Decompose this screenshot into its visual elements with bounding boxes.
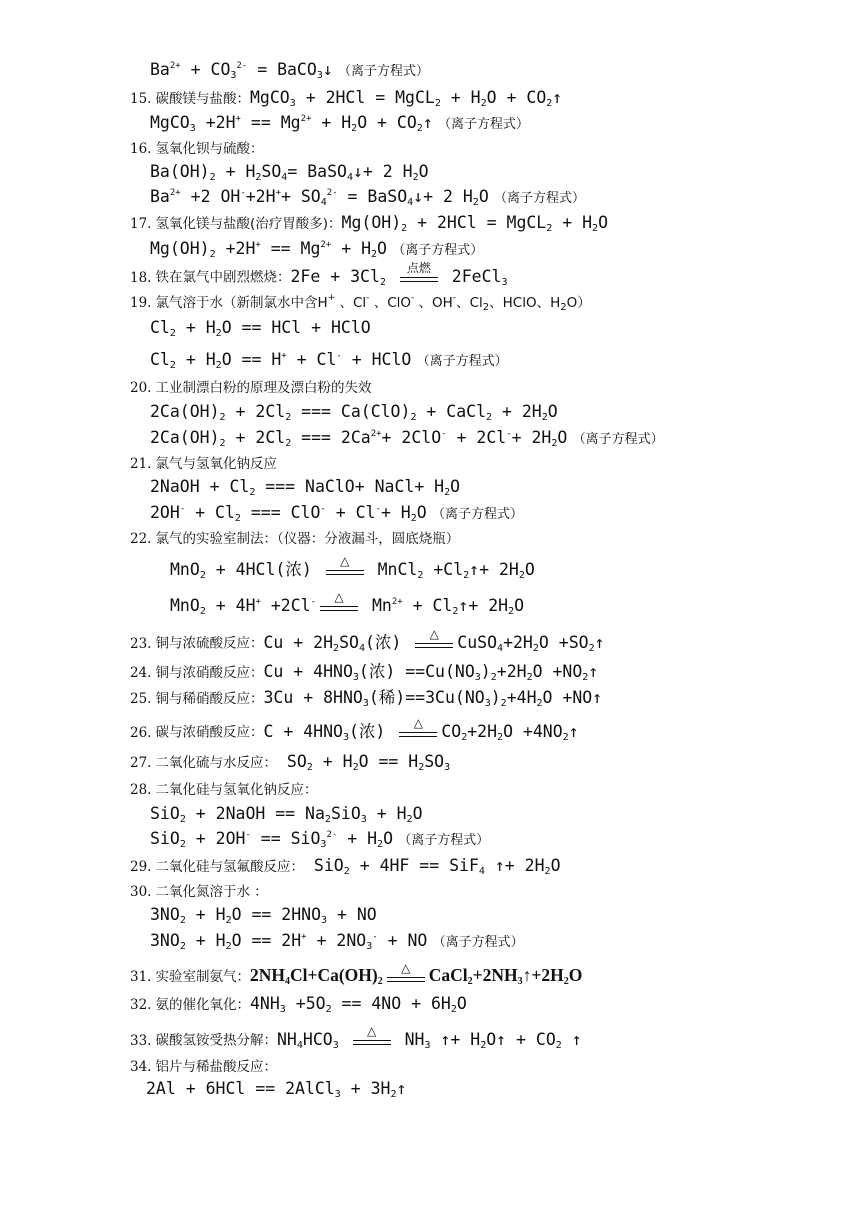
- equation-line: [130, 88, 562, 109]
- reaction-label: 氯气溶于水（新制氯水中含H+ 、Cl- 、ClO- 、OH-、$Cl_2$、HClO、$H_2O$）: [155, 293, 591, 313]
- chemical-equation: 2Al + 6HCl == 2AlCl$_3$ + $3H_2↑$: [146, 1079, 407, 1100]
- equation-line: [146, 1079, 406, 1099]
- equation-line: [150, 113, 529, 135]
- equation-line: [130, 292, 591, 313]
- equation-line: [150, 350, 508, 372]
- item-number: 22.: [130, 531, 152, 547]
- ionic-equation-note: （离子方程式）: [392, 243, 484, 258]
- chemical-equation: $Cl_2 + H_2O == H^+ + Cl^-$ + HClO: [150, 350, 412, 371]
- equation-line: [150, 931, 524, 953]
- ionic-equation-note: （离子方程式）: [432, 935, 524, 950]
- chemical-equation: 2NaOH + $Cl_2$ === NaClO+ NaCl+ $H_2O$: [150, 477, 461, 498]
- item-number: 34.: [130, 1059, 152, 1075]
- item-number: 31.: [130, 969, 152, 985]
- equation-line: [150, 239, 483, 261]
- reaction-label: 碳与浓硝酸反应：: [155, 724, 264, 741]
- chemical-equation: $3NO_2 + H_2O == 2HNO_3$ + NO: [150, 905, 377, 926]
- reaction-label: 二氧化氮溶于水 ：: [155, 884, 268, 900]
- chemical-equation: $2NH_4Cl+Ca(OH)_2$ △ $CaCl_2+2NH_3↑+2H_2O$: [249, 960, 583, 987]
- item-number: 21.: [130, 456, 152, 472]
- item-number: 18.: [130, 269, 152, 286]
- chemical-equation: $Cu + 2H_2SO_4$(浓) △ $CuSO_4+2H_2O$ $+SO_2↑$: [263, 627, 605, 654]
- chemical-equation: SiO$_2$ + 4HF == SiF$_4$ ↑+ $2H_2O$: [303, 856, 561, 877]
- item-number: 29.: [130, 859, 152, 875]
- equation-line: [130, 662, 598, 683]
- condition-arrow: △: [353, 1029, 391, 1051]
- equation-line: [130, 528, 459, 549]
- reaction-label: 氢氧化钡与硫酸：: [155, 141, 264, 157]
- item-number: 15.: [130, 91, 152, 107]
- equation-line: [130, 1056, 277, 1077]
- equation-line: [130, 752, 450, 773]
- item-number: 23.: [130, 635, 152, 652]
- chemical-equation: $Mg(OH)_2 +2H^+ == Mg^{2+} + H_2O$: [150, 239, 387, 260]
- reaction-label: 氯气的实验室制法：（仪器：分液漏斗，圆底烧瓶）: [155, 531, 460, 547]
- ionic-equation-note: （离子方程式）: [431, 507, 523, 522]
- condition-arrow: △: [326, 559, 364, 581]
- equation-line: [130, 1024, 582, 1051]
- equation-line: [130, 627, 605, 654]
- condition-arrow: △: [320, 595, 358, 617]
- equation-line: [170, 554, 535, 581]
- equation-line: [130, 716, 579, 743]
- reaction-label: 铜与稀硝酸反应：: [155, 691, 264, 707]
- chemical-equation: $SiO_2 + 2OH^- == SiO_3^{2-} + H_2O$: [150, 829, 394, 850]
- reaction-label: 工业制漂白粉的原理及漂白粉的失效: [155, 380, 372, 396]
- reaction-label: 实验室制氨气：: [155, 969, 250, 985]
- condition-arrow: △: [387, 966, 425, 988]
- item-number: 19.: [130, 295, 152, 311]
- item-number: 17.: [130, 216, 152, 232]
- reaction-label: 铜与浓硝酸反应：: [155, 665, 264, 681]
- ionic-equation-note: （离子方程式）: [494, 191, 586, 206]
- equation-line: [150, 162, 429, 182]
- chemical-equation: SiO$_2$ + 2NaOH == $Na_2SiO_3 + H_2O$: [150, 804, 423, 825]
- reaction-label: 铜与浓硫酸反应：: [155, 635, 264, 652]
- equation-line: [150, 477, 460, 497]
- equation-line: [150, 905, 377, 925]
- chemical-equation: $Cl_2 + H_2O$ == HCl + HClO: [150, 318, 371, 339]
- equation-line: [130, 688, 602, 709]
- equation-line: [130, 960, 583, 988]
- chemical-equation: $2Ca(OH)_2 + 2Cl_2$ === $2Ca^{2+}+ 2ClO^- + 2Cl^-+ 2H_2O$: [150, 428, 568, 449]
- reaction-label: 氯气与氢氧化钠反应: [155, 456, 277, 472]
- reaction-label: 二氧化硅与氢氧化钠反应：: [155, 782, 318, 798]
- item-number: 32.: [130, 997, 152, 1013]
- equation-line: [130, 453, 277, 474]
- ionic-equation-note: （离子方程式）: [416, 354, 508, 369]
- condition-arrow: △: [399, 721, 437, 743]
- chemical-equation: $Mg(OH)_2 + 2HCl$ = MgCL$_2$ + $H_2O$: [341, 213, 608, 234]
- chemical-equation: MgCO$_3$ $+2H^+ == Mg^{2+} + H_2O$ + $CO_2↑$: [150, 113, 433, 134]
- equation-line: [130, 213, 608, 234]
- chemical-equation: $Ba(OH)_2 + H_2SO_4=$ BaSO$_4$↓+ 2 $H_2O$: [150, 162, 429, 183]
- condition-arrow: △: [415, 632, 453, 654]
- reaction-label: 碳酸氢铵受热分解：: [155, 1032, 277, 1049]
- item-number: 27.: [130, 755, 152, 771]
- item-number: 24.: [130, 665, 152, 681]
- chemical-equation: $Ba^{2+} + CO_3^{2-}$ = BaCO$_3$↓: [150, 60, 333, 81]
- condition-arrow: 点燃: [400, 266, 438, 288]
- item-number: 33.: [130, 1032, 152, 1049]
- equation-line: [130, 881, 268, 902]
- chemical-equation: $SO_2 + H_2O == H_2SO_3$: [276, 752, 451, 773]
- item-number: 26.: [130, 724, 152, 741]
- reaction-label: 铁在氯气中剧烈燃烧：: [155, 269, 291, 286]
- equation-line: [150, 503, 523, 525]
- chemical-equation: $2Fe + 3Cl_2$ 点燃 2FeCl$_3$: [290, 261, 508, 288]
- equation-line: [130, 856, 561, 877]
- chemical-equation: MnO$_2$ + 4HCl(浓) △ MnCl$_2$ $+Cl_2↑+ 2H_2O$: [170, 554, 535, 581]
- chemical-equation: $C + 4HNO_3$(浓) △ $CO_2+2H_2O$ $+4NO_2↑$: [263, 716, 579, 743]
- ionic-equation-note: （离子方程式）: [338, 64, 430, 79]
- item-number: 30.: [130, 884, 152, 900]
- equation-line: [130, 377, 371, 398]
- reaction-label: 二氧化硫与水反应：: [155, 755, 277, 771]
- chemical-equation: $4NH_3 +5O_2 == 4NO + 6H_2O$: [249, 994, 467, 1015]
- equation-line: [130, 994, 467, 1015]
- reaction-label: 氨的催化氧化：: [155, 997, 250, 1013]
- chemical-equation: MgCO$_3$ + 2HCl = MgCL$_2$ + $H_2O$ + $CO_2↑$: [249, 88, 563, 109]
- chemical-equation: $Cu + 4HNO_3$(浓) $==Cu(NO_3)_2+2H_2O$ $+NO_2↑$: [263, 662, 599, 683]
- equation-line: [150, 428, 664, 450]
- equation-line: [150, 804, 423, 824]
- equation-line: [150, 318, 371, 338]
- chemical-equation: MnO$_2$ + 4H+ +2Cl- △ $Mn^{2+}$ + $Cl_2↑+ 2H_2O$: [170, 590, 525, 617]
- reaction-label: 铝片与稀盐酸反应：: [155, 1059, 277, 1075]
- reaction-label: 二氧化硅与氢氟酸反应：: [155, 859, 304, 875]
- equation-line: [150, 402, 558, 422]
- chemical-equation: $3Cu + 8HNO_3$(稀)$==3Cu(NO_3)_2+4H_2O$ +NO↑: [263, 688, 603, 709]
- equation-line: [150, 60, 429, 82]
- item-number: 20.: [130, 380, 152, 396]
- chemical-equation: $3NO_2 + H_2O == 2H^+ + 2NO_3^-$ + NO: [150, 931, 428, 952]
- item-number: 25.: [130, 691, 152, 707]
- reaction-label: 碳酸镁与盐酸：: [155, 91, 250, 107]
- chemical-equation: $NH_4HCO_3$ △ $NH_3$ ↑+ $H_2O↑ + CO_2$ ↑: [276, 1024, 582, 1051]
- equation-line: [150, 187, 585, 209]
- ionic-equation-note: （离子方程式）: [572, 432, 664, 447]
- equation-line: [130, 779, 317, 800]
- item-number: 28.: [130, 782, 152, 798]
- ionic-equation-note: （离子方程式）: [438, 117, 530, 132]
- chemical-equation: $2Ca(OH)_2 + 2Cl_2$ === $Ca(ClO)_2$ + CaCl$_2$ + $2H_2O$: [150, 402, 558, 423]
- equation-line: [130, 138, 263, 159]
- chemical-equation: $2OH^- + Cl_2$ === $ClO^- + Cl^-+ H_2O$: [150, 503, 427, 524]
- ionic-equation-note: （离子方程式）: [398, 833, 490, 848]
- equation-line: [130, 261, 508, 288]
- chemical-equation: $Ba^{2+} +2$ $OH^-+2H^++ SO_4^{2-}$ = BaSO$_4$↓+ 2 $H_2O$: [150, 187, 489, 208]
- equation-line: [170, 590, 525, 617]
- item-number: 16.: [130, 141, 152, 157]
- reaction-label: 氢氧化镁与盐酸(治疗胃酸多)：: [155, 216, 342, 232]
- equation-line: [150, 829, 489, 851]
